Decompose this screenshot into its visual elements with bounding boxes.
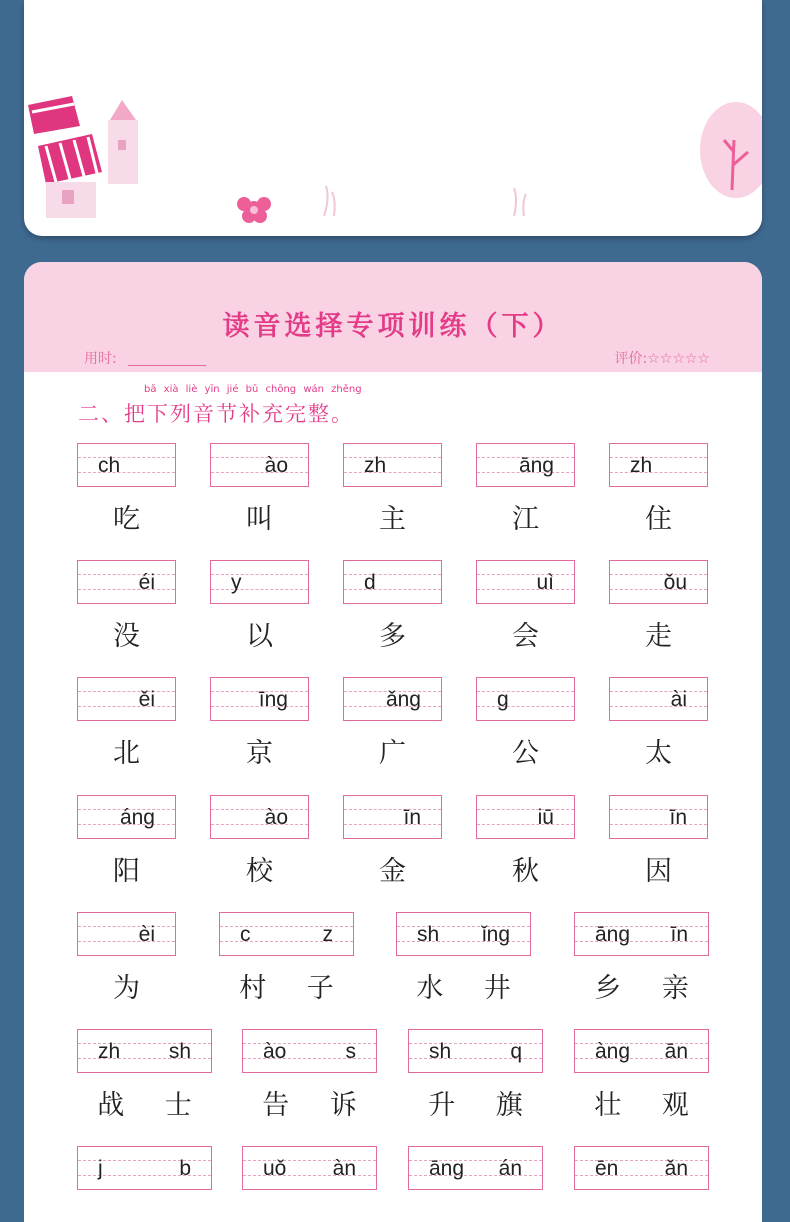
pinyin-answer-box[interactable] [210, 560, 309, 604]
hanzi-character: 士 [164, 1090, 192, 1121]
hanzi-character: 因 [645, 856, 672, 887]
page-title: 读音选择专项训练（下） [222, 311, 564, 342]
pinyin-answer-box[interactable] [210, 443, 309, 487]
pinyin-fragment: sh [417, 923, 440, 946]
pinyin-fragment: zh [630, 454, 653, 477]
hanzi-word [242, 1083, 377, 1122]
pinyin-fragment: zh [364, 454, 387, 477]
pinyin-answer-box[interactable] [609, 560, 708, 604]
pinyin-fragment: ǎn [664, 1157, 688, 1180]
pinyin-answer-box[interactable] [476, 795, 575, 839]
pinyin-answer-box[interactable] [219, 912, 354, 956]
hanzi-word [396, 966, 531, 1005]
time-label: 用时: [84, 351, 117, 367]
hanzi-character: 村 [239, 973, 267, 1004]
pinyin-answer-box[interactable] [242, 1029, 377, 1073]
pinyin-answer-box[interactable] [77, 795, 176, 839]
hanzi-character: 井 [483, 973, 511, 1004]
section-pinyin: bǎ xià liè yīn jié bǔ chōng wán zhěng [144, 384, 362, 395]
hanzi-character: 水 [416, 973, 444, 1004]
hanzi-character: 诉 [329, 1090, 357, 1121]
pinyin-answer-box[interactable] [574, 1029, 709, 1073]
pinyin-fragment: b [179, 1157, 191, 1180]
pinyin-answer-box[interactable] [609, 795, 708, 839]
pinyin-fragment: ǒu [663, 571, 687, 594]
hanzi-character: 叫 [246, 504, 273, 535]
pinyin-fragment: ài [670, 688, 687, 711]
pinyin-answer-box[interactable] [476, 560, 575, 604]
pinyin-fragment: īn [670, 923, 688, 946]
hanzi-word [219, 966, 354, 1005]
pinyin-answer-box[interactable] [77, 1029, 212, 1073]
pinyin-fragment: s [345, 1040, 356, 1063]
hanzi-character: 住 [645, 504, 672, 535]
hanzi-character: 京 [246, 738, 273, 769]
pinyin-fragment: g [497, 688, 509, 711]
flower-icon [237, 197, 271, 223]
top-card [24, 0, 762, 236]
pinyin-answer-box[interactable] [476, 443, 575, 487]
pinyin-fragment: àng [595, 1040, 631, 1063]
house-icon [28, 96, 102, 218]
pinyin-fragment: zh [98, 1040, 121, 1063]
time-input-line[interactable] [128, 365, 206, 366]
pinyin-fragment: ào [264, 454, 288, 477]
tree-icon [700, 102, 762, 198]
pinyin-answer-box[interactable] [77, 912, 176, 956]
hanzi-character: 告 [262, 1090, 290, 1121]
pinyin-answer-box[interactable] [343, 443, 442, 487]
pinyin-answer-box[interactable] [343, 677, 442, 721]
pinyin-fragment: sh [168, 1040, 191, 1063]
pinyin-answer-box[interactable] [396, 912, 531, 956]
pinyin-fragment: ch [98, 454, 121, 477]
pinyin-fragment: ān [664, 1040, 688, 1063]
hanzi-character: 子 [306, 973, 334, 1004]
pinyin-fragment: sh [429, 1040, 452, 1063]
pinyin-answer-box[interactable] [609, 443, 708, 487]
pinyin-answer-box[interactable] [408, 1146, 543, 1190]
pinyin-fragment: īng [258, 688, 288, 711]
hanzi-character: 江 [512, 504, 539, 535]
pinyin-answer-box[interactable] [609, 677, 708, 721]
hanzi-character: 亲 [661, 973, 689, 1004]
pinyin-answer-box[interactable] [476, 677, 575, 721]
pinyin-fragment: q [510, 1040, 522, 1063]
pinyin-fragment: án [498, 1157, 522, 1180]
pinyin-fragment: uì [536, 571, 554, 594]
rating-label: 评价:☆☆☆☆☆ [614, 351, 710, 367]
hanzi-character: 秋 [512, 856, 539, 887]
pinyin-fragment: d [364, 571, 376, 594]
hanzi-character: 阳 [113, 856, 140, 887]
pinyin-answer-box[interactable] [242, 1146, 377, 1190]
pinyin-fragment: āng [518, 454, 554, 477]
hanzi-character: 升 [428, 1090, 456, 1121]
pinyin-fragment: y [231, 571, 242, 594]
hanzi-word [574, 966, 709, 1005]
pinyin-fragment: ào [264, 806, 288, 829]
hanzi-character: 公 [512, 738, 539, 769]
hanzi-character: 旗 [495, 1090, 523, 1121]
pinyin-fragment: ēn [595, 1157, 619, 1180]
section-title: 二、把下列音节补充完整。 [78, 402, 354, 426]
hanzi-character: 为 [113, 973, 140, 1004]
pinyin-fragment: āng [429, 1157, 465, 1180]
pinyin-answer-box[interactable] [574, 912, 709, 956]
hanzi-character: 战 [97, 1090, 125, 1121]
hanzi-character: 以 [246, 621, 273, 652]
hanzi-character: 走 [645, 621, 672, 652]
pinyin-fragment: éi [138, 571, 155, 594]
pinyin-fragment: z [322, 923, 333, 946]
pinyin-fragment: uǒ [263, 1157, 287, 1180]
pinyin-answer-box[interactable] [210, 795, 309, 839]
pinyin-answer-box[interactable] [77, 443, 176, 487]
pinyin-answer-box[interactable] [343, 560, 442, 604]
pinyin-fragment: īn [669, 806, 687, 829]
hanzi-character: 广 [379, 738, 406, 769]
hanzi-character: 太 [645, 738, 672, 769]
hanzi-character: 多 [379, 621, 406, 652]
pinyin-fragment: āng [595, 923, 631, 946]
hanzi-character: 观 [661, 1090, 689, 1121]
hanzi-character: 金 [379, 856, 406, 887]
pinyin-fragment: j [98, 1157, 103, 1180]
pinyin-fragment: iū [537, 806, 554, 829]
tower-icon [108, 100, 138, 184]
pinyin-answer-box[interactable] [574, 1146, 709, 1190]
pinyin-fragment: áng [119, 806, 155, 829]
pinyin-answer-box[interactable] [77, 1146, 212, 1190]
pinyin-fragment: ěi [138, 688, 155, 711]
hanzi-character: 没 [113, 621, 140, 652]
pinyin-answer-box[interactable] [408, 1029, 543, 1073]
pinyin-fragment: ǐng [481, 923, 510, 946]
hanzi-character: 壮 [594, 1090, 622, 1121]
hanzi-character: 校 [246, 856, 273, 887]
pinyin-answer-box[interactable] [343, 795, 442, 839]
hanzi-word [574, 1083, 709, 1122]
worksheet-card [24, 262, 762, 1222]
pinyin-fragment: īn [403, 806, 421, 829]
hanzi-word [408, 1083, 543, 1122]
hanzi-character: 乡 [594, 973, 622, 1004]
grass-icon [324, 186, 526, 216]
pinyin-fragment: ǎng [385, 688, 421, 711]
decoration-scenery [24, 0, 762, 236]
hanzi-character: 会 [512, 621, 539, 652]
pinyin-fragment: ào [263, 1040, 287, 1063]
pinyin-fragment: àn [332, 1157, 356, 1180]
pinyin-answer-box[interactable] [77, 560, 176, 604]
hanzi-character: 吃 [113, 504, 140, 535]
pinyin-answer-box[interactable] [77, 677, 176, 721]
hanzi-character: 主 [379, 504, 406, 535]
pinyin-answer-box[interactable] [210, 677, 309, 721]
pinyin-fragment: èi [138, 923, 155, 946]
pinyin-fragment: c [240, 923, 251, 946]
hanzi-character: 北 [113, 738, 140, 769]
hanzi-word [77, 1083, 212, 1122]
